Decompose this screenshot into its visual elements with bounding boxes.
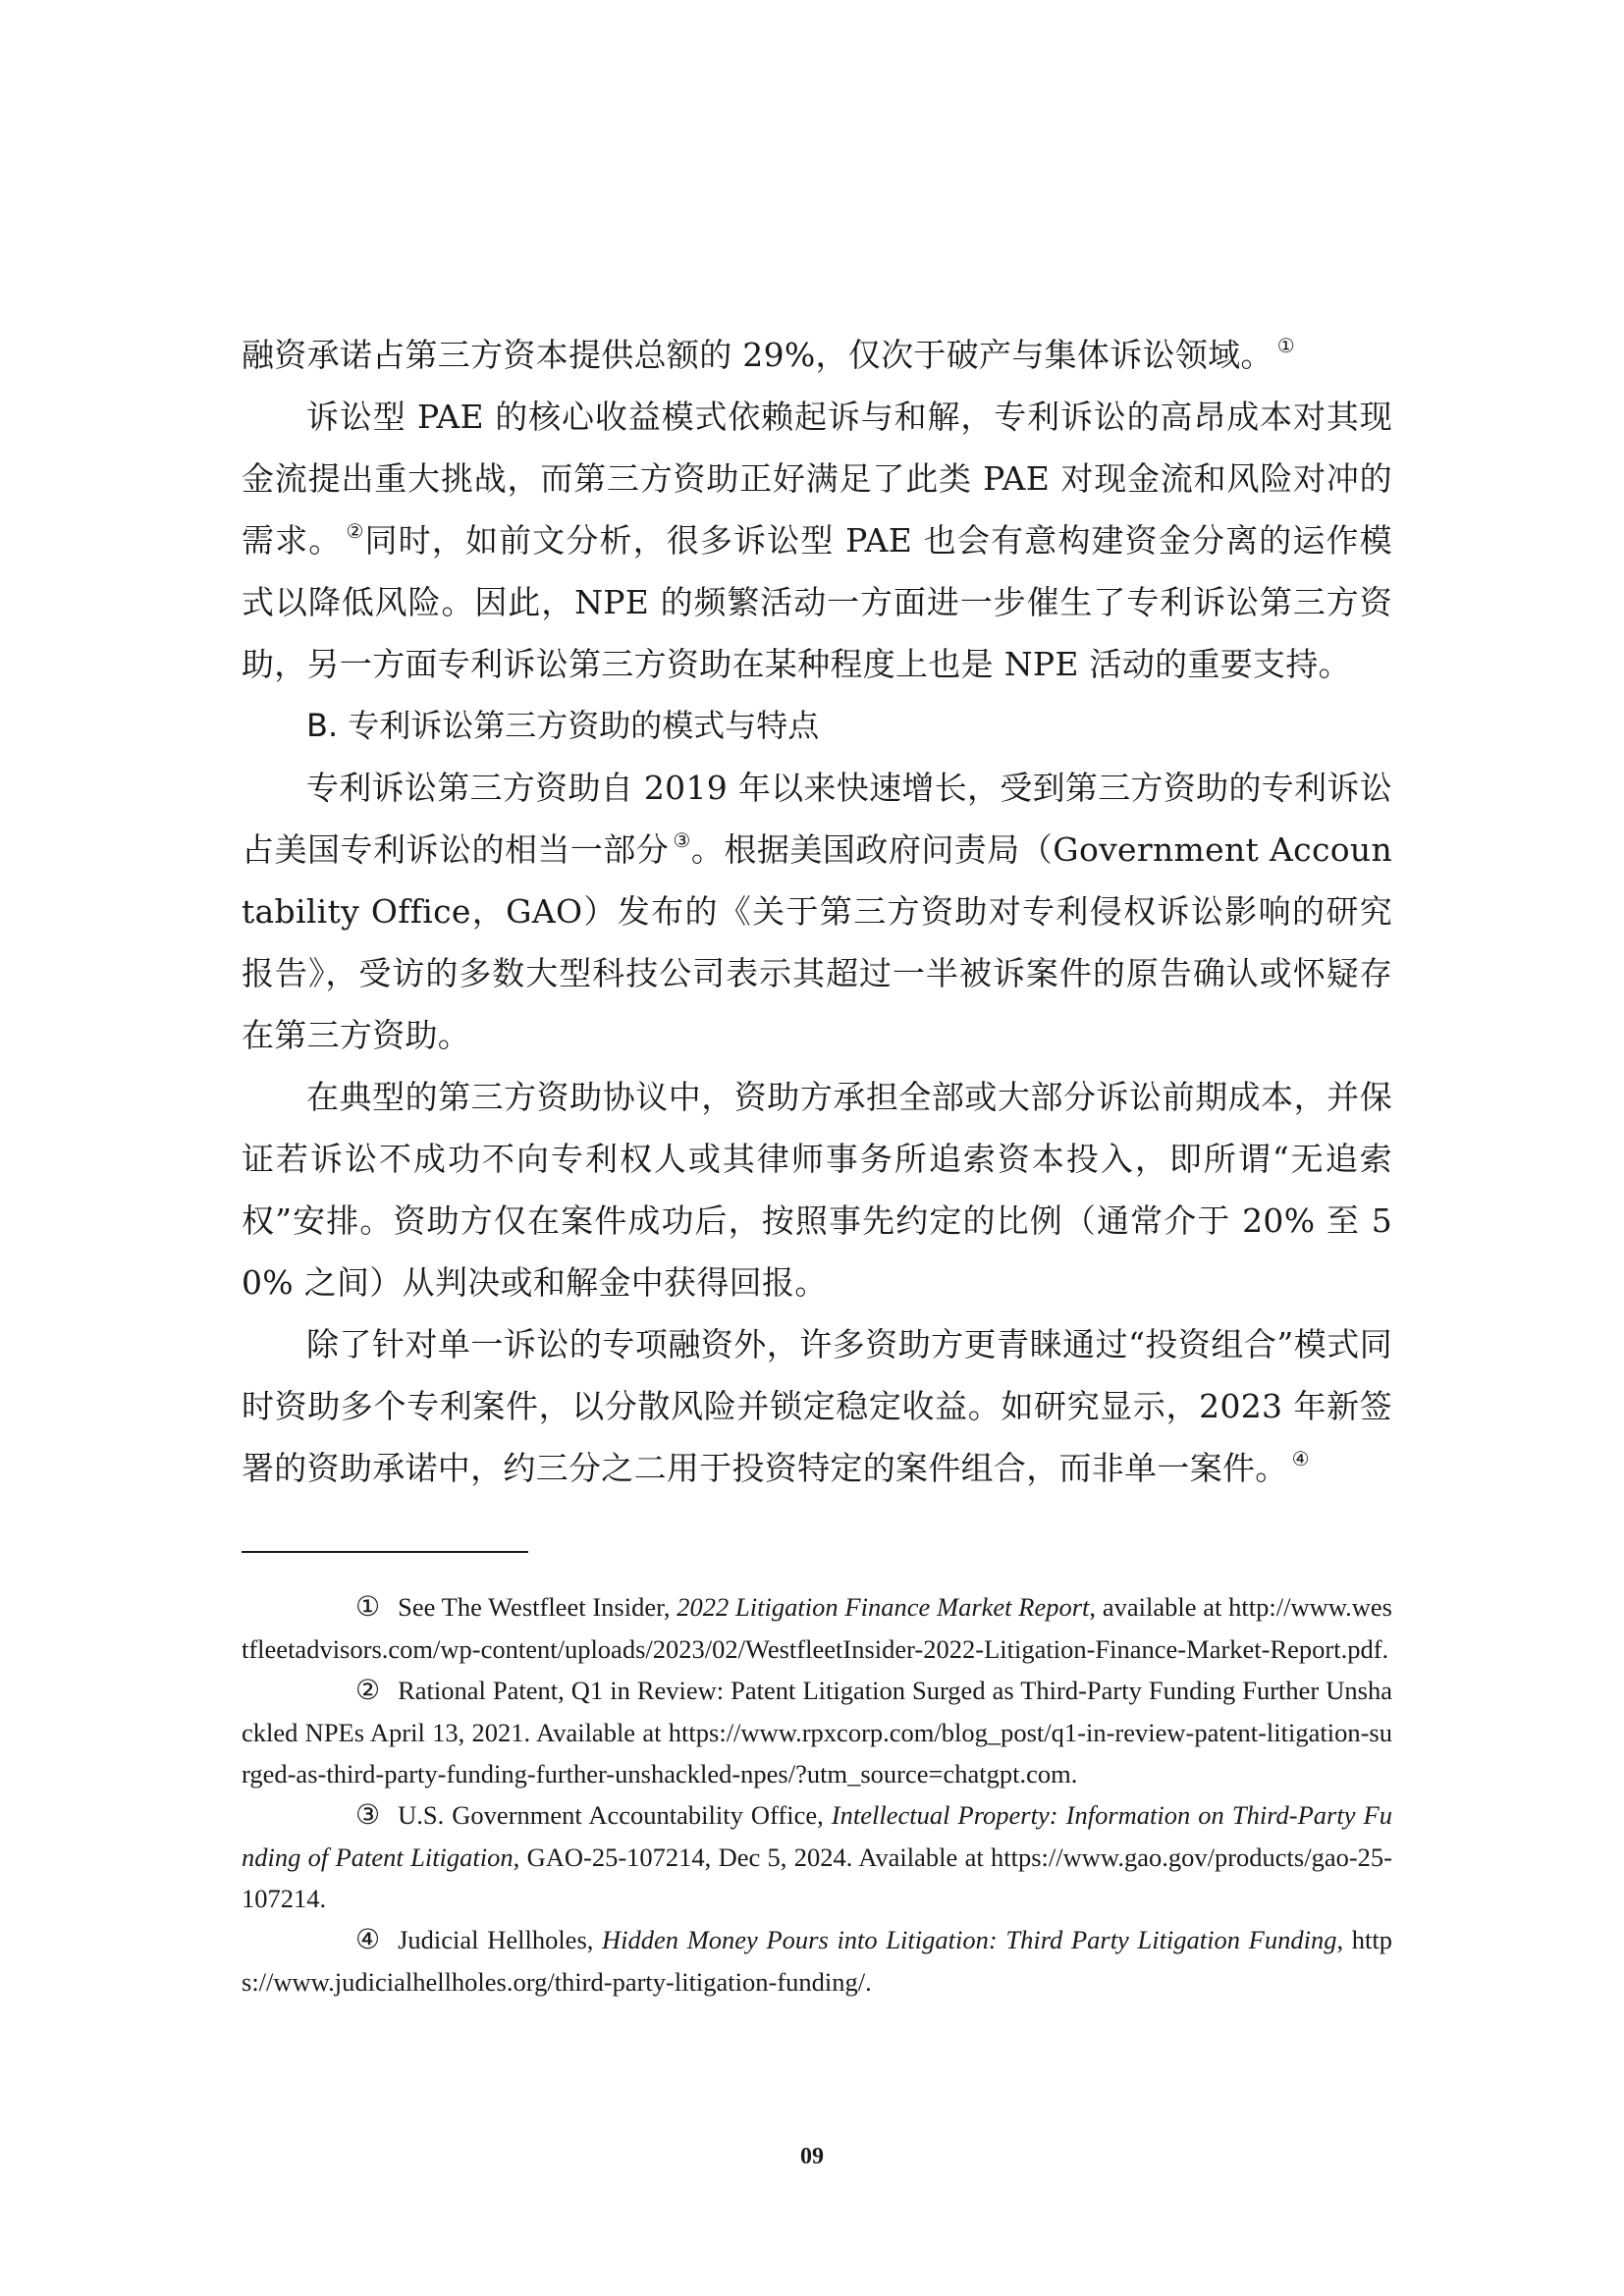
body-text xyxy=(242,324,1392,1499)
footnote-ref-4: ④ xyxy=(1291,1447,1310,1470)
section-heading: B. 专利诉讼第三方资助的模式与特点 xyxy=(306,707,820,744)
footnote-ref-3: ③ xyxy=(673,828,691,852)
footnotes xyxy=(242,1586,1392,2002)
paragraph-3: 专利诉讼第三方资助自 2019 年以来快速增长，受到第三方资助的专利诉讼占美国专利诉讼的相当一部分 ③。根据美国政府问责局（Government Accountability Office，GAO）发布的《关于第三方资助对专利侵权诉讼影响的研究报告》，受访的多数大型科技公司表示其超过一半被诉案件的原告确认或怀疑存在第三方资助。 xyxy=(242,769,1393,1054)
footnote-4: ④ Judicial Hellholes, Hidden Money Pours into Litigation: Third Party Litigation Funding, https://www.judicialhellholes.org/third-party-litigation-funding/. xyxy=(242,1919,1392,2002)
footnote-1: ① See The Westfleet Insider, 2022 Litigation Finance Market Report, available at http://www.westfleetadvisors.com/wp-content/uploads/2023/02/WestfleetInsider-2022-Litigation-Finance-Market-Report.pdf. xyxy=(242,1586,1392,1670)
footnote-ref-1: ① xyxy=(1276,334,1295,357)
footnote-divider xyxy=(242,1551,528,1553)
footnote-2: ② Rational Patent, Q1 in Review: Patent Litigation Surged as Third-Party Funding Further Unshackled NPEs April 13, 2021. Available at https://www.rpxcorp.com/blog_post/q1-in-review-patent-litigation-surged-as-third-party-funding-further-unshackled-npes/?utm_source=chatgpt.com. xyxy=(242,1670,1392,1794)
paragraph-4: 在典型的第三方资助协议中，资助方承担全部或大部分诉讼前期成本，并保证若诉讼不成功不向专利权人或其律师事务所追索资本投入，即所谓“无追索权”安排。资助方仅在案件成功后，按照事先约定的比例（通常介于 20% 至 50% 之间）从判决或和解金中获得回报。 xyxy=(242,1078,1392,1302)
footnote-ref-2: ② xyxy=(346,519,365,543)
paragraph-1: 融资承诺占第三方资本提供总额的 29%，仅次于破产与集体诉讼领域。 ① xyxy=(242,334,1295,374)
footnote-3: ③ U.S. Government Accountability Office, Intellectual Property: Information on Third-Party Funding of Patent Litigation, GAO-25-107214, Dec 5, 2024. Available at https://www.gao.gov/products/gao-25-107214. xyxy=(242,1794,1392,1919)
footnote-number: ② xyxy=(355,1676,381,1706)
page-number: 09 xyxy=(800,2144,824,2169)
footnote-number: ① xyxy=(355,1592,381,1623)
paragraph-2: 诉讼型 PAE 的核心收益模式依赖起诉与和解，专利诉讼的高昂成本对其现金流提出重大挑战，而第三方资助正好满足了此类 PAE 对现金流和风险对冲的需求。 ②同时，如前文分析，很多诉讼型 PAE 也会有意构建资金分离的运作模式以降低风险。因此，NPE 的频繁活动一方面进一步催生了专利诉讼第三方资助，另一方面专利诉讼第三方资助在某种程度上也是 NPE 活动的重要支持。 xyxy=(242,398,1392,683)
paragraph-5: 除了针对单一诉讼的专项融资外，许多资助方更青睐通过“投资组合”模式同时资助多个专利案件，以分散风险并锁定稳定收益。如研究显示，2023 年新签署的资助承诺中，约三分之二用于投资特定的案件组合，而非单一案件。 ④ xyxy=(242,1325,1392,1487)
footnote-number: ④ xyxy=(355,1925,381,1955)
footnote-number: ③ xyxy=(355,1800,381,1831)
